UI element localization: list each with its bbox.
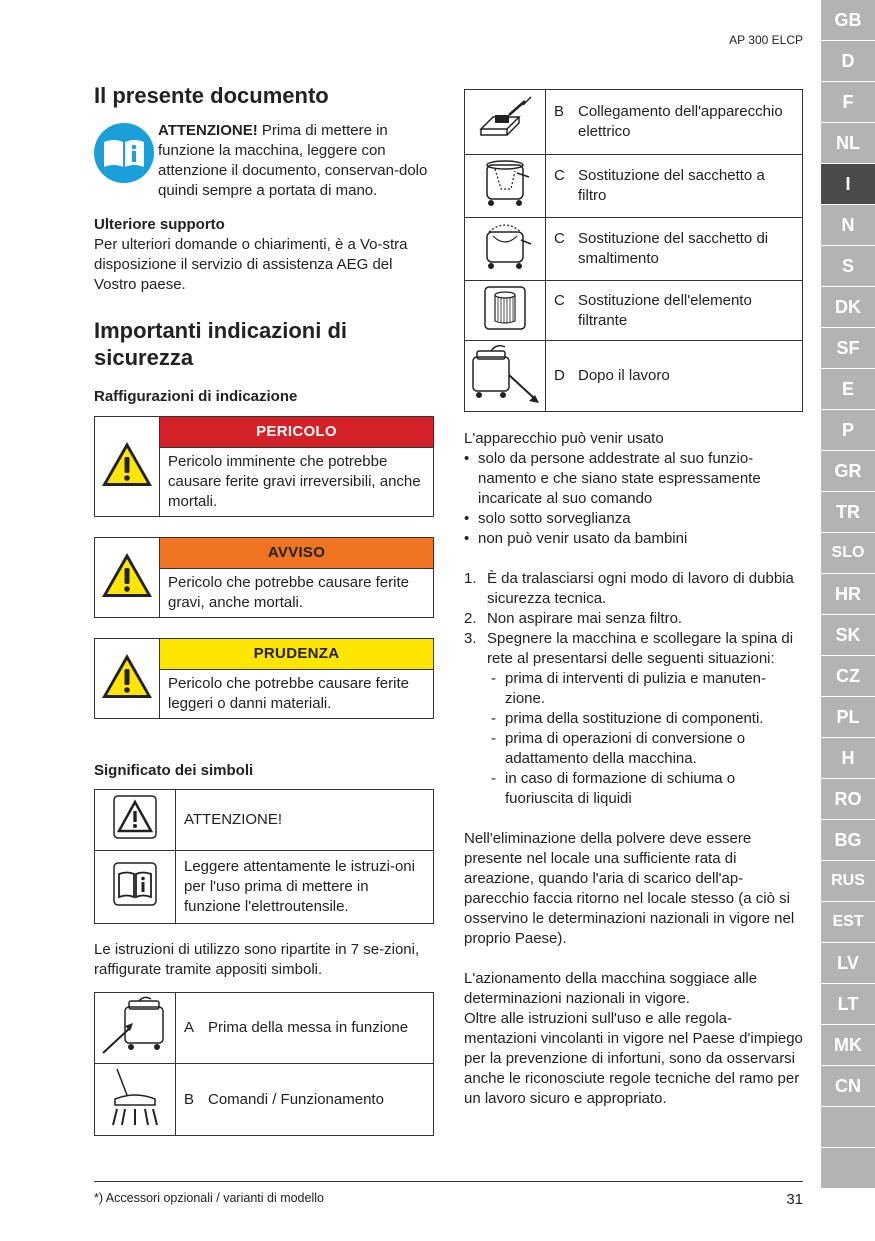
warning-text: Pericolo che potrebbe causare ferite gravi, anche mortali. [160, 569, 434, 618]
language-tab-est[interactable]: EST [821, 902, 875, 943]
right-column [464, 89, 803, 1109]
section-text: Collegamento dell'apparecchio elettrico [578, 103, 783, 140]
language-tab-blank [821, 1148, 875, 1189]
attention-text: Prima di mettere in funzione la macchina, leggere con attenzione il documento, conservan-dolo quindi sempre a portata di mano. [158, 122, 428, 199]
rule-text: Non aspirare mai senza filtro. [487, 610, 683, 627]
section-text: Prima della messa in funzione [208, 1019, 409, 1036]
language-tab-nl[interactable]: NL [821, 123, 875, 164]
language-tab-gb[interactable]: GB [821, 0, 875, 41]
language-tab-blank [821, 1107, 875, 1148]
list-item: - prima della sostituzione di componenti. [487, 709, 803, 729]
signals-heading: Raffigurazioni di indicazione [94, 388, 298, 405]
safety-title: Importanti indicazioni di sicurezza [94, 318, 347, 370]
warning-triangle-icon [99, 439, 155, 489]
footer-note: *) Accessori opzionali / varianti di modello [94, 1191, 324, 1205]
language-tab-d[interactable]: D [821, 41, 875, 82]
dust-paragraph: Nell'eliminazione della polvere deve essere presente nel locale una sufficiente rata di areazione, quando l'aria di scarico dell'ap-parecchio faccia ritorno nel locale stesso (a ciò si osservino le determinazioni nazionali in vigore nel proprio Paese). [464, 830, 795, 947]
filter-element-icon [483, 285, 527, 331]
caution-label: PRUDENZA [160, 639, 434, 670]
section-letter: C [554, 291, 565, 309]
language-tab-dk[interactable]: DK [821, 287, 875, 328]
danger-label: PERICOLO [160, 417, 434, 448]
attention-strong: ATTENZIONE! [158, 122, 258, 139]
rule-number: 3. [464, 630, 477, 647]
rule-text: Spegnere la macchina e scollegare la spina di rete al presentarsi delle seguenti situazioni: [487, 630, 794, 667]
list-item [464, 629, 803, 809]
rules-paragraph: Oltre alle istruzioni sull'uso e alle regola-mentazioni vincolanti in vigore nel Paese d'impiego per la prevenzione di infortuni, sono da osservarsi anche le riconosciute regole tecniche del ramo per un lavoro sicuro e appropriato. [464, 1010, 803, 1107]
list-item: • solo sotto sorveglianza [464, 509, 803, 529]
warning-triangle-icon [99, 550, 155, 600]
model-name: AP 300 ELCP [729, 33, 803, 47]
language-tab-i[interactable]: I [821, 164, 875, 205]
language-tab-e[interactable]: E [821, 369, 875, 410]
language-tab-pl[interactable]: PL [821, 697, 875, 738]
section-text: Sostituzione dell'elemento filtrante [578, 291, 752, 329]
language-tab-n[interactable]: N [821, 205, 875, 246]
floor-nozzle-icon [105, 1065, 165, 1129]
section-text: Comandi / Funzionamento [208, 1090, 384, 1108]
warning-triangle-icon [99, 651, 155, 701]
language-tab-cn[interactable]: CN [821, 1066, 875, 1107]
language-tab-h[interactable]: H [821, 738, 875, 779]
regulation-paragraph: L'azionamento della macchina soggiace alle determinazioni nazionali in vigore. [464, 970, 758, 1007]
warning-triangle-icon [112, 794, 158, 840]
section-text: Sostituzione del sacchetto a filtro [578, 167, 765, 204]
section-letter: B [184, 1090, 195, 1108]
warning-box-warning [94, 537, 434, 618]
caution-text: Pericolo che potrebbe causare ferite leggeri o danni materiali. [160, 670, 434, 719]
language-tabs [821, 0, 875, 1189]
language-tab-s[interactable]: S [821, 246, 875, 287]
list-item: • solo da persone addestrate al suo funzio-namento e che siano state espressamente incaricate al suo comando [464, 449, 803, 509]
section-letter: B [554, 103, 565, 120]
section-letter: D [554, 367, 565, 384]
vacuum-filter-bag-icon [475, 155, 535, 211]
rule-number: 1. [464, 570, 477, 587]
language-tab-sf[interactable]: SF [821, 328, 875, 369]
rules-list [464, 569, 803, 809]
power-socket-icon [473, 93, 537, 145]
symbols-heading: Significato dei simboli [94, 762, 254, 779]
read-manual-icon [112, 861, 158, 907]
warning-label: AVVISO [160, 538, 434, 569]
list-item: - in caso di formazione di schiuma o fuoriuscita di liquidi [487, 769, 803, 809]
language-tab-lv[interactable]: LV [821, 943, 875, 984]
warning-box-danger [94, 416, 434, 517]
footer-divider [94, 1181, 803, 1182]
list-item [464, 609, 803, 629]
page-number: 31 [786, 1191, 803, 1208]
usage-list [464, 449, 803, 549]
language-tab-ro[interactable]: RO [821, 779, 875, 820]
document-title: Il presente documento [94, 83, 329, 108]
language-tab-f[interactable]: F [821, 82, 875, 123]
symbol-manual-text: Leggere attentamente le istruzi-oni per l'uso prima di mettere in funzione l'elettroutensile. [176, 851, 434, 924]
situations-list [487, 669, 803, 809]
language-tab-sk[interactable]: SK [821, 615, 875, 656]
list-item: - prima di operazioni di conversione o adattamento della macchina. [487, 729, 803, 769]
vacuum-arrow-down-icon [467, 341, 543, 405]
list-item [464, 569, 803, 609]
sections-table-right [464, 89, 803, 412]
language-tab-bg[interactable]: BG [821, 820, 875, 861]
vacuum-arrow-up-icon [99, 993, 171, 1057]
language-tab-tr[interactable]: TR [821, 492, 875, 533]
language-tab-rus[interactable]: RUS [821, 861, 875, 902]
symbol-attention-text: ATTENZIONE! [176, 790, 434, 851]
language-tab-lt[interactable]: LT [821, 984, 875, 1025]
section-text: Sostituzione del sacchetto di smaltimento [578, 230, 769, 267]
language-tab-mk[interactable]: MK [821, 1025, 875, 1066]
sections-table-left [94, 992, 434, 1136]
usage-intro: L'apparecchio può venir usato [464, 430, 664, 447]
section-letter: C [554, 167, 565, 184]
language-tab-p[interactable]: P [821, 410, 875, 451]
language-tab-gr[interactable]: GR [821, 451, 875, 492]
language-tab-cz[interactable]: CZ [821, 656, 875, 697]
list-item: • non può venir usato da bambini [464, 529, 803, 549]
list-item: - prima di interventi di pulizia e manuten-zione. [487, 669, 803, 709]
danger-text: Pericolo imminente che potrebbe causare ferite gravi irreversibili, anche mortali. [160, 448, 434, 517]
warning-box-caution [94, 638, 434, 719]
read-manual-icon [94, 123, 154, 183]
rule-text: È da tralasciarsi ogni modo di lavoro di dubbia sicurezza tecnica. [487, 570, 794, 607]
support-heading: Ulteriore supporto [94, 216, 225, 233]
rule-number: 2. [464, 610, 477, 627]
vacuum-disposal-bag-icon [475, 218, 535, 274]
language-tab-slo[interactable]: SLO [821, 533, 875, 574]
attention-notice [94, 121, 434, 201]
section-letter: A [184, 1019, 195, 1036]
section-letter: C [554, 230, 565, 247]
support-text: Per ulteriori domande o chiarimenti, è a Vo-stra disposizione il servizio di assistenza AEG del Vostro paese. [94, 236, 408, 293]
symbols-table [94, 789, 434, 924]
left-column [94, 82, 434, 1136]
section-text: Dopo il lavoro [578, 367, 670, 384]
language-tab-hr[interactable]: HR [821, 574, 875, 615]
sections-intro: Le istruzioni di utilizzo sono ripartite in 7 se-zioni, raffigurate tramite appositi simboli. [94, 941, 420, 978]
